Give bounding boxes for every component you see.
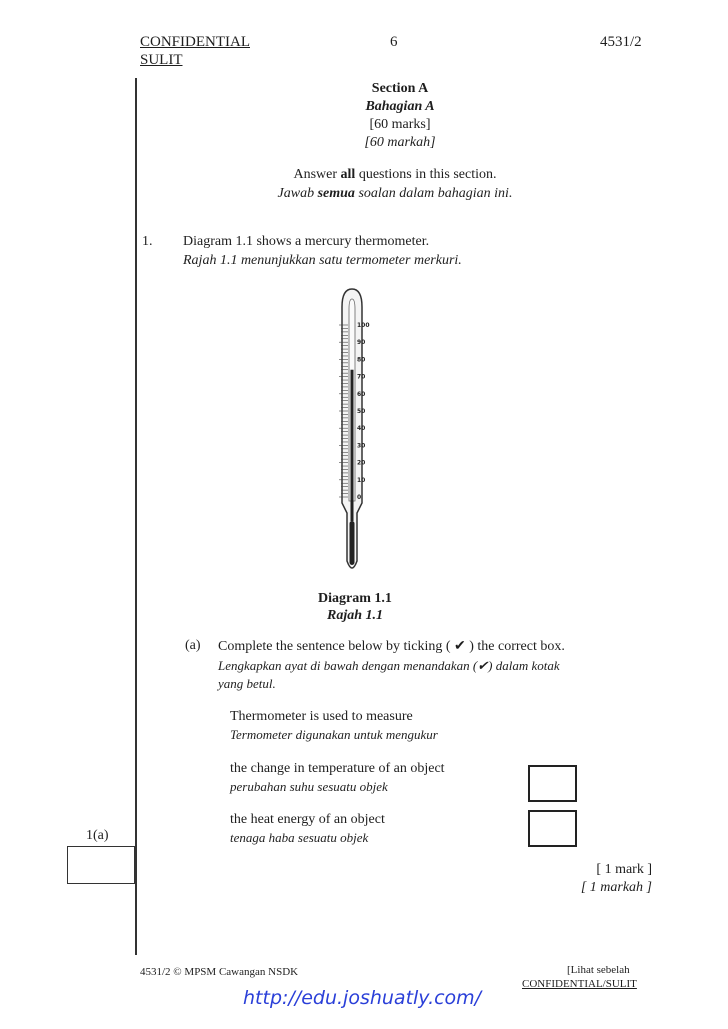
option-1-text: the change in temperature of an object bbox=[230, 761, 445, 776]
paper-code: 4531/2 bbox=[600, 34, 642, 50]
header-confidential: CONFIDENTIAL bbox=[140, 34, 250, 50]
scale-label: 60 bbox=[357, 390, 366, 398]
mark-malay: [ 1 markah ] bbox=[580, 880, 652, 895]
section-instructions bbox=[230, 165, 560, 203]
section-heading bbox=[300, 80, 500, 152]
caption-malay: Rajah 1.1 bbox=[326, 608, 383, 623]
instruction-malay: Jawab semua soalan dalam bahagian ini. bbox=[277, 186, 513, 201]
scale-label: 10 bbox=[357, 476, 366, 484]
stem-english: Thermometer is used to measure bbox=[230, 709, 413, 724]
option-1-tick-box[interactable] bbox=[528, 765, 577, 802]
scale-label: 50 bbox=[357, 408, 366, 415]
footer-confidential-sulit: CONFIDENTIAL/SULIT bbox=[522, 978, 637, 990]
option-2-text: the heat energy of an object bbox=[230, 812, 385, 827]
option-1-text-malay: perubahan suhu sesuatu objek bbox=[230, 779, 388, 794]
scale-label: 90 bbox=[357, 339, 366, 347]
scale-label: 100 bbox=[357, 322, 370, 329]
thermometer-svg bbox=[322, 285, 382, 580]
mercury-column bbox=[351, 370, 354, 501]
scale-label: 80 bbox=[357, 356, 366, 364]
stem-malay: Termometer digunakan untuk mengukur bbox=[230, 727, 438, 742]
margin-line bbox=[135, 78, 137, 955]
margin-question-label: 1(a) bbox=[86, 828, 109, 843]
scale-label: 20 bbox=[357, 459, 366, 467]
instruction-english: Answer all questions in this section. bbox=[293, 167, 497, 182]
mercury-bulb bbox=[350, 521, 355, 565]
diagram-caption bbox=[290, 590, 420, 624]
part-a-label: (a) bbox=[185, 638, 201, 653]
caption-english: Diagram 1.1 bbox=[318, 591, 392, 606]
scale-label: 40 bbox=[357, 425, 366, 433]
footer-copyright: 4531/2 © MPSM Cawangan NSDK bbox=[140, 966, 299, 978]
question-text-malay: Rajah 1.1 menunjukkan satu termometer merkuri. bbox=[183, 253, 462, 268]
scale-label: 30 bbox=[357, 442, 366, 450]
scale-label: 0 bbox=[357, 494, 362, 501]
mark-english: [ 1 mark ] bbox=[596, 862, 652, 877]
part-a-prompt-malay-1: Lengkapkan ayat di bawah dengan menandakan (✔) dalam kotak bbox=[218, 658, 560, 673]
section-title-malay: Bahagian A bbox=[365, 99, 435, 114]
part-a-prompt-malay-2: yang betul. bbox=[218, 676, 276, 691]
header-sulit: SULIT bbox=[140, 52, 183, 68]
section-marks-malay: [60 markah] bbox=[364, 135, 436, 150]
option-2-text-malay: tenaga haba sesuatu objek bbox=[230, 830, 369, 845]
question-number: 1. bbox=[142, 234, 153, 249]
scale-label: 70 bbox=[357, 373, 366, 381]
thermometer-diagram bbox=[322, 285, 382, 580]
part-a-prompt: Complete the sentence below by ticking ( ✔ ) the correct box. bbox=[218, 639, 565, 654]
option-2-tick-box[interactable] bbox=[528, 810, 577, 847]
section-title: Section A bbox=[371, 81, 429, 96]
footer-url[interactable]: http://edu.joshuatly.com/ bbox=[243, 987, 482, 1009]
page-number: 6 bbox=[390, 34, 398, 50]
footer-lihat: [Lihat sebelah bbox=[567, 964, 630, 976]
question-text: Diagram 1.1 shows a mercury thermometer. bbox=[183, 234, 430, 249]
section-marks: [60 marks] bbox=[369, 117, 431, 132]
score-box[interactable] bbox=[67, 846, 135, 884]
